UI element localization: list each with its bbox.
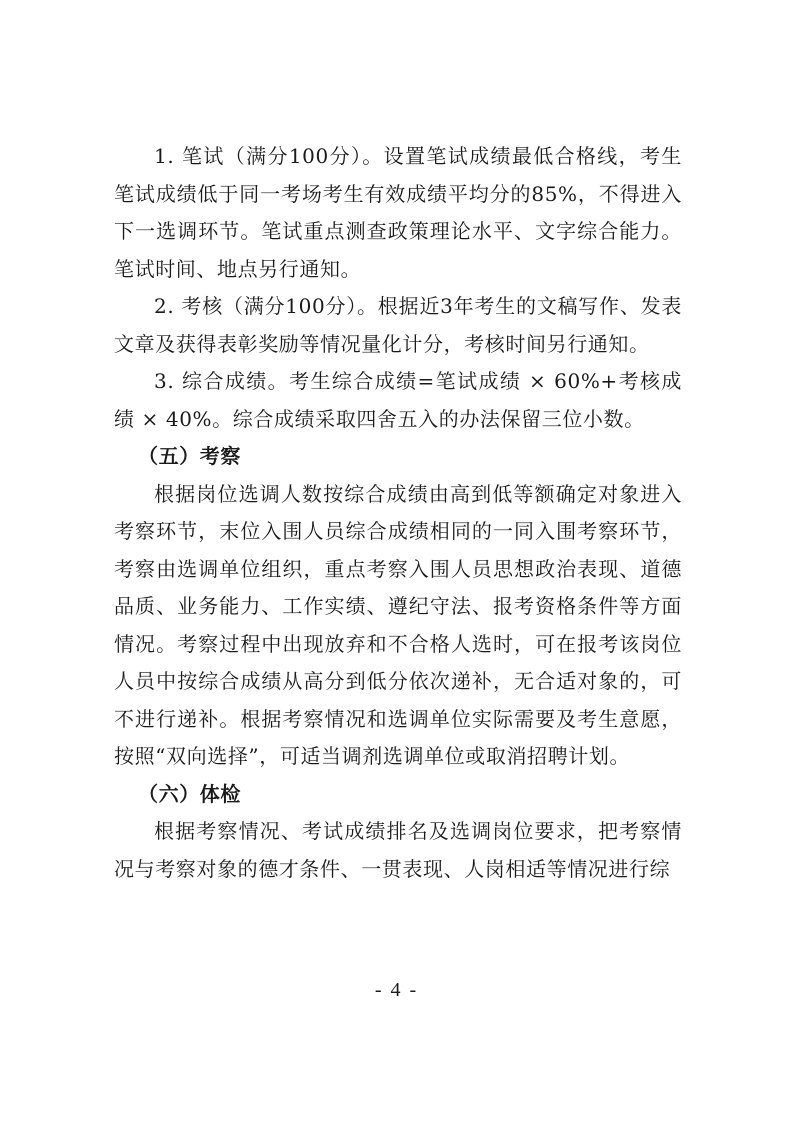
page-number: - 4 - (374, 979, 419, 1001)
paragraph-written-exam: 1. 笔试（满分100分）。设置笔试成绩最低合格线，考生笔试成绩低于同一考场考生有效成绩平均分的85%，不得进入下一选调环节。笔试重点测查政策理论水平、文字综合能力。笔试时间、地点另行通知。 (114, 144, 682, 281)
paragraph-medical-exam: 根据考察情况、考试成绩排名及选调岗位要求，把考察情况与考察对象的德才条件、一贯表现、人岗相适等情况进行综 (114, 819, 682, 881)
paragraph-inspection: 根据岗位选调人数按综合成绩由高到低等额确定对象进入考察环节，末位入围人员综合成绩相同的一同入围考察环节，考察由选调单位组织，重点考察入围人员思想政治表现、道德品质、业务能力、工作实绩、遵纪守法、报考资格条件等方面情况。考察过程中出现放弃和不合格人选时，可在报考该岗位人员中按综合成绩从高分到低分依次递补，无合适对象的，可不进行递补。根据考察情况和选调单位实际需要及考生意愿，按照“双向选择”，可适当调剂选调单位或取消招聘计划。 (114, 481, 682, 768)
paragraph-composite-score: 3. 综合成绩。考生综合成绩=笔试成绩 × 60%+考核成绩 × 40%。综合成绩采取四舍五入的办法保留三位小数。 (114, 369, 682, 431)
document-body (114, 138, 682, 888)
section-heading-medical-exam: （六）体检 (138, 781, 241, 806)
section-heading-inspection: （五）考察 (138, 444, 241, 468)
paragraph-assessment: 2. 考核（满分100分）。根据近3年考生的文稿写作、发表文章及获得表彰奖励等情况量化计分，考核时间另行通知。 (114, 294, 682, 356)
